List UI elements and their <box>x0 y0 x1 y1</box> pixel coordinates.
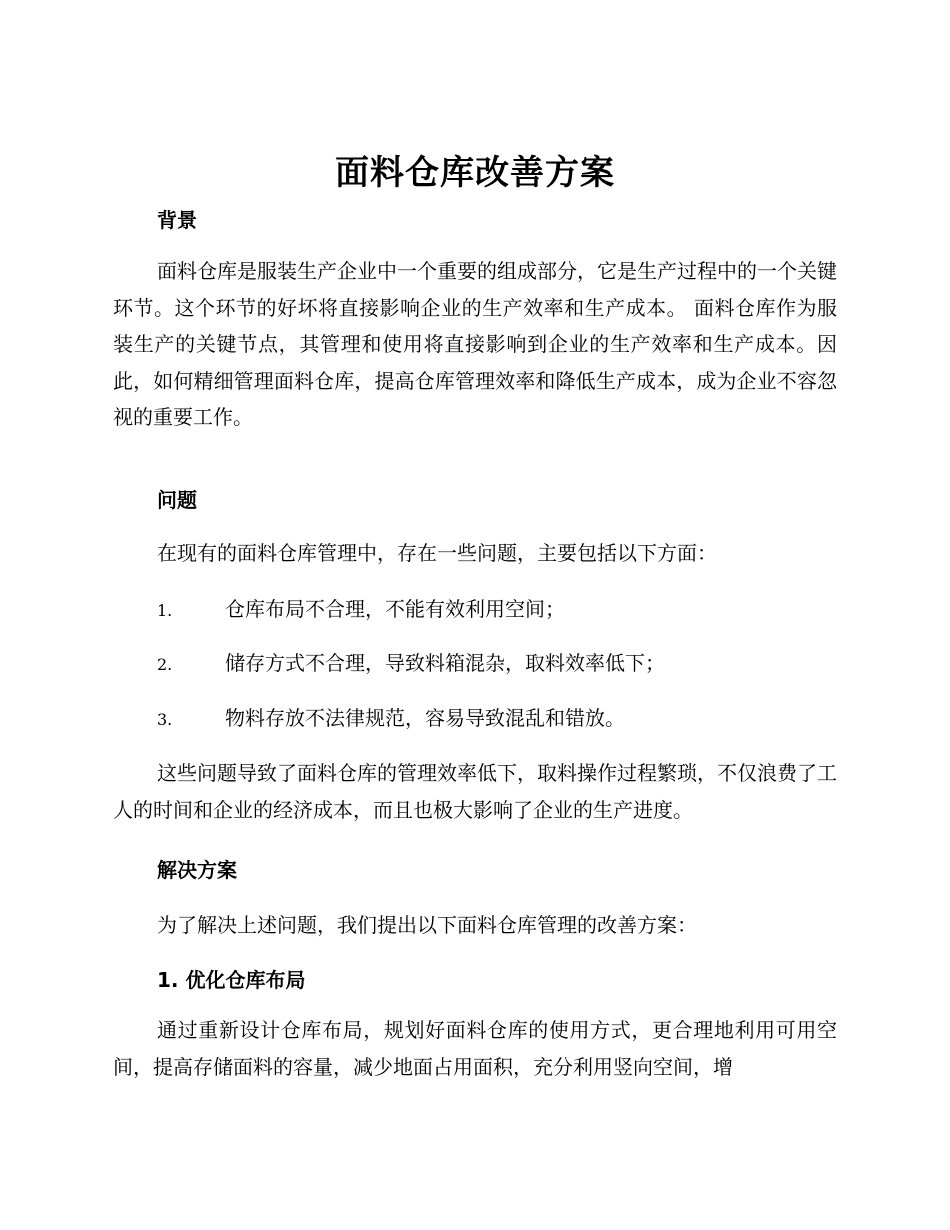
solutions-heading: 解决方案 <box>157 858 237 882</box>
solutions-intro: 为了解决上述问题，我们提出以下面料仓库管理的改善方案： <box>157 913 697 937</box>
list-item-number: 2. <box>157 655 173 674</box>
list-item-text: 物料存放不法律规范，容易导致混乱和错放。 <box>225 706 625 730</box>
list-item-text: 储存方式不合理，导致料箱混杂，取料效率低下； <box>225 651 665 675</box>
document-title: 面料仓库改善方案 <box>335 153 615 193</box>
list-item-number: 1. <box>157 601 173 620</box>
problems-heading: 问题 <box>157 488 197 512</box>
list-item <box>157 595 565 623</box>
solutions-subheading-1: 1. 优化仓库布局 <box>157 968 306 992</box>
background-heading: 背景 <box>157 208 197 232</box>
background-paragraph: 面料仓库是服装生产企业中一个重要的组成部分，它是生产过程中的一个关键环节。这个环节的好坏将直接影响企业的生产效率和生产成本。 面料仓库作为服装生产的关键节点，其管理和使用将直接影响到企业的生产效率和生产成本。因此，如何精细管理面料仓库，提高仓库管理效率和降低生产成本，成为企业不容忽视的重要工作。 <box>113 259 837 429</box>
list-item <box>157 649 665 677</box>
problems-intro: 在现有的面料仓库管理中，存在一些问题，主要包括以下方面： <box>157 541 717 565</box>
list-item-number: 3. <box>157 710 173 729</box>
solutions-paragraph-1: 通过重新设计仓库布局，规划好面料仓库的使用方式，更合理地利用可用空间，提高存储面料的容量，减少地面占用面积，充分利用竖向空间，增 <box>113 1018 837 1079</box>
problems-summary: 这些问题导致了面料仓库的管理效率低下，取料操作过程繁琐，不仅浪费了工人的时间和企业的经济成本，而且也极大影响了企业的生产进度。 <box>113 761 837 822</box>
list-item <box>157 704 625 732</box>
list-item-text: 仓库布局不合理，不能有效利用空间； <box>225 597 565 621</box>
